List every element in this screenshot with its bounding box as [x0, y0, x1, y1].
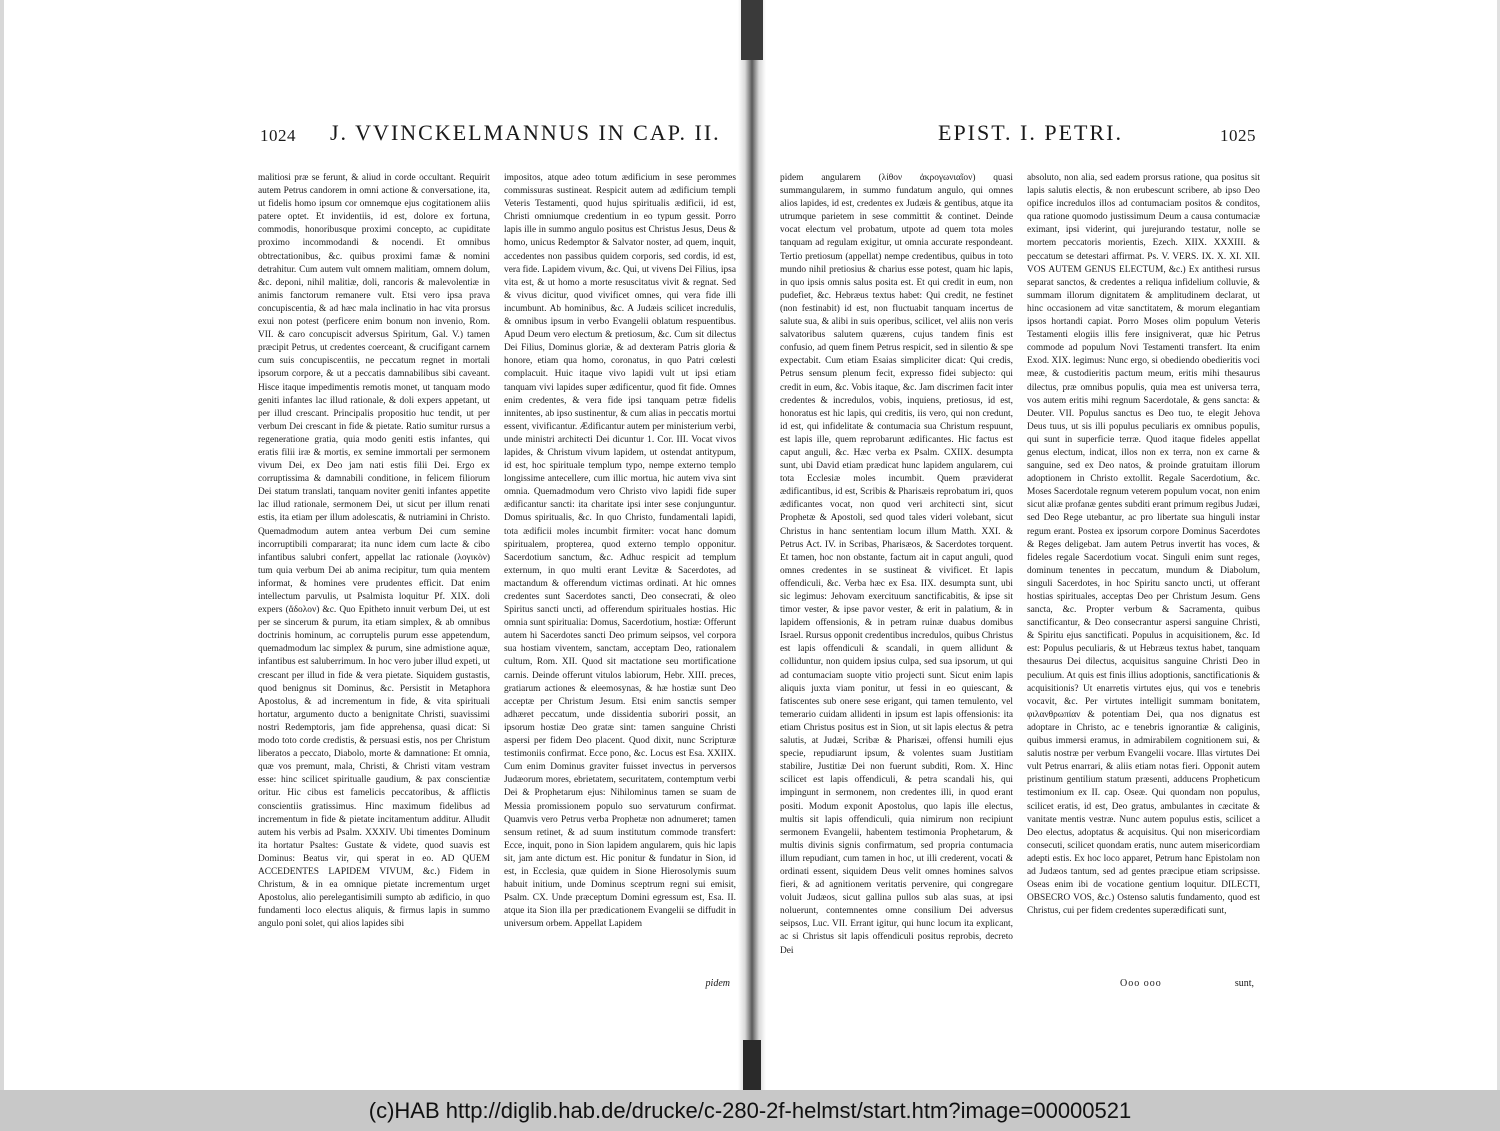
- right-column-2-text: absoluto, non alia, sed eadem prorsus ratione, qua positus sit lapis salutis electis, & non erubescunt scribere, ab ipso Deo opifice incredulos illos ad contumaciam positos & conditos, qua ratione quomodo justissimum Deum a causa contumaciæ eximant, ipsi viderint, qui jurejurando testatur, nolle se mortem peccatoris morientis, Ezech. XIIX. XXXIII. & peccatum se detestari affirmat. Ps. V. VERS. IX. X. XI. XII. VOS AUTEM GENUS ELECTUM, &c.) Ex antithesi rursus separat sanctos, & credentes a reliqua infidelium colluvie, & summam illorum dignitatem & amplitudinem declarat, ut hinc occasionem ad vitæ sanctitatem, & morum elegantiam ipsos hortandi capiat. Porro Moses olim populum Veteris Testamenti elogiis illis fere insigniverat, quæ hic Petrus commode ad populum Novi Testamenti transfert. Ita enim Exod. XIX. legimus: Nunc ergo, si obediendo obedieritis voci meæ, & custodieritis pactum meum, eritis mihi thesaurus dilectus, præ omnibus populis, quia mea est universa terra, vos autem eritis mihi regnum Sacerdotale, & gens sancta: & Deuter. VII. Populus sanctus es Deo tuo, te elegit Jehova Deus tuus, ut sis illi populus peculiaris ex omnibus populis, qui sunt in superficie terræ. Quod itaque fideles appellat genus electum, indicat, illos non ex terra, non ex carne & sanguine, sed ex Deo natos, & proinde gratuitam illorum adoptionem in Christo extollit. Regale Sacerdotium, &c. Moses Sacerdotale regnum veterem populum vocat, non enim sicut aliæ profanæ gentes subditi erant primum regibus Judæi, sed Deo Rege utebantur, ac pro libertate sua hinguli instar regum erant. Postea ex ipsorum corpore Dominus Sacerdotes & Reges deligebat. Jam autem Petrus invertit has voces, & fideles regale Sacerdotium vocat. Singuli enim sunt reges, dominum tenentes in peccatum, mundum & Diabolum, singuli Sacerdotes, in hoc Spiritu sancto uncti, ut offerant hostias spirituales, acceptas Deo per Christum Jesum. Gens sancta, &c. Propter verbum & Sacramenta, quibus sanctificantur, & Deo consecrantur aspersi sanguine Christi, & Spiritu ejus sanctificati. Populus in acquisitionem, &c. Id est: Populus peculiaris, & ut Hebræus textus habet, tanquam thesaurus Dei dilectus, acquisitus sanguine Christi Deo in peculium. At quis est finis illius adoptionis, sanctificationis & acquisitionis? Ut enarretis virtutes ejus, qui vos e tenebris vocavit, &c. Per virtutes intelligit summam bonitatem, φιλανθρωπίαν & potentiam Dei, qua nos dignatus est adoptare in Christo, ac e tenebris ignorantiæ & caliginis, quibus immersi eramus, in admirabilem cognitionem sui, & salutis nostræ per verbum Evangelii vocare. Illas virtutes Dei vult Petrus enarrari, & aliis etiam notas fieri. Opponit autem pristinum gentilium statum præsenti, adducens Propheticum testimonium ex II. cap. Oseæ. Qui quondam non populus, scilicet eratis, id est, Deo gratus, ambulantes in cæcitate & vanitate mentis vestræ. Nunc autem populus estis, scilicet a Deo electus, adoptatus & acquisitus. Qui non misericordiam consecuti, scilicet quondam eratis, nunc autem misericordiam adepti estis. Ex hoc loco apparet, Petrum hanc Epistolam non ad Judæos tantum, sed ad gentes præcipue etiam scripsisse. Oseas enim ibi de vocatione gentium loquitur. DILECTI, OBSECRO VOS, &c.) Ostenso salutis fundamento, quod est Christus, cui per fidem credentes superædificati sunt,: [1027, 173, 1260, 917]
- left-page-header: [258, 120, 736, 160]
- right-column-2: [1027, 172, 1260, 972]
- left-page-columns: [258, 172, 736, 972]
- credit-footer: [0, 1090, 1500, 1131]
- left-column-1-text: malitiosi præ se ferunt, & aliud in corde occultant. Requirit autem Petrus candorem in omni actione & conversatione, ita, ut fidelis homo ipsum cor omnemque ejus cogitationem aliis patere optet. Et invidentiis, id est, dolore ex fortuna, commodis, honoribusque proximi concepto, ac cupiditate proximo incommodandi & nocendi. Et omnibus obtrectationibus, &c. quibus proximi famæ & nomini detrahitur. Cum autem vult omnem malitiam, omnem dolum, &c. deponi, nihil malitiæ, doli, rancoris & malevolentiæ in animis fanctorum remanere vult. Etsi vero ipsa prava concupiscentia, & ad hæc mala inclinatio in hac vita prorsus exui non potest (perficere enim bonum non invenio, Rom. VII. & caro concupiscit adversus Spiritum, Gal. V.) tamen præcipit Petrus, ut credentes coerceant, & crucifigant carnem cum suis concupiscentiis, ne peccatum regnet in mortali ipsorum corpore, & ut a peccatis damnabilibus sibi caveant. Hisce itaque impedimentis remotis monet, ut tanquam modo geniti infantes lac illud rationale, & doli expers appetant, ut per illud crescant. Principalis propositio huc tendit, ut per verbum Dei crescant in fide & pietate. Ratio sumitur rursus a regeneratione gratia, quia modo geniti estis infantes, qui eratis filii iræ & mortis, ex semine immortali per sermonem vivum Dei, ex Deo jam nati estis filii Dei. Ergo ex corruptissima & damnabili conditione, in felicem filiorum Dei statum translati, tanquam noviter geniti infantes appetite lac illud rationale, sermonem Dei, ut sicut per illum renati estis, ita etiam per illum adolescatis, & nutriamini in Christo. Quemadmodum autem antea verbum Dei cum semine incorruptibili compararat; ita nunc idem cum lacte & cibo infantibus salubri confert, appellat lac rationale (λογικὸν) tum quia verbum Dei ab anima recipitur, tum quia mentem informat, & homines vere prudentes efficit. Dat enim intellectum parvulis, ut Psalmista loquitur Pf. XIX. doli expers (ἄδολον) &c. Quo Epitheto innuit verbum Dei, ut est per se sincerum & purum, ita etiam simplex, & ab omnibus doctrinis hominum, ac corruptelis purum esse appetendum, quemadmodum lac simplex & purum, sine admistione aquæ, infantibus est saluberrimum. In hoc vero juber illud expeti, ut crescant per illud in fide & vera pietate. Siquidem gustastis, quod benignus sit Dominus, &c. Persistit in Metaphora Apostolus, & ad incrementum in fide, & vita spirituali hortatur, argumento ducto a benignitate Christi, suavissimi nostri Redemptoris, jam fide apprehensa, quasi dicat: Si modo toto corde credistis, & persuasi estis, nos per Christum liberatos a peccato, Diabolo, morte & damnatione: Et omnia, quæ vos premunt, mala, Christi, & Christi vitam vestram esse: hinc scilicet spiritualle gaudium, & pax conscientiæ oritur. Hic cibus est famelicis peccatoribus, & afflictis conscientiis gratissimus. Hinc maximum fidelibus ad incrementum in fide & pietate incitamentum additur. Alludit autem his verbis ad Psalm. XXXIV. Ubi timentes Dominum ita hortatur Psaltes: Gustate & videte, quod suavis est Dominus: Beatus vir, qui sperat in eo. AD QUEM ACCEDENTES LAPIDEM VIVUM, &c.) Fidem in Christum, & in ea omnique pietate incrementum urget Apostolus, alio perelegantisimili sumpto ab ædificio, in quo fundamenti loco electus aliquis, & firmus lapis in summo angulo poni solet, qui alios lapides sibi: [258, 173, 490, 930]
- gutter-shadow-top: [741, 0, 763, 60]
- right-catchword: sunt,: [1234, 978, 1254, 989]
- right-column-1-text: pidem angularem (λίθον ἀκρογωνιαῖον) quasi summangularem, in summo fundatum angulo, qui omnes alios lapides, id est, credentes ex Judæis & gentibus, atque ita utrumque parietem in sese committit & continet. Deinde vocat electum vel probatum, utpote ad quem tota moles tanquam ad regulam exigitur, ut omnia accurate respondeant. Tertio pretiosum (appellat) nempe credentibus, quibus in toto mundo nihil pretiosius & charius esse potest, quam hic lapis, in quo ipsis omnis salus posita est. Et qui credit in eum, non pudefiet, &c. Hebræus textus habet: Qui credit, ne festinet (non festinabit) id est, non fluctuabit tanquam incertus de salute sua, & alibi in suis operibus, scilicet, vel aliis non veris salvatoribus salutem quærens, cujus tandem finis est confusio, ad quem finem Petrus respicit, sed in silentio & spe expectabit. Cum etiam Esaias simpliciter dicat: Qui credis, Petrus sensum plenum fecit, expresso fidei subjecto: qui credit in eum, &c. Vobis itaque, &c. Jam discrimen facit inter credentes & incredulos, vobis, inquiens, pretiosus, id est, honoratus est hic lapis, qui creditis, iis vero, qui non credunt, id est, qui infidelitate & contumacia sua Christum respuunt, est lapis ille, quem reprobarunt ædificantes. Hic factus est caput anguli, &c. Hæc verba ex Psalm. CXIIX. desumpta sunt, ubi David etiam prædicat hunc lapidem angularem, cui tota Ecclesiæ moles incumbit. Quem præviderat ædificantibus, id est, Scribis & Pharisæis reprobatum iri, quos ædificantes vocat, non quod veri architecti sint, sicut Prophetæ & Apostoli, sed quod tales videri volebant, sicut Christus in hanc sententiam locum illum Matth. XXI. & Petrus Act. IV. in Scribas, Pharisæos, & Sacerdotes torquent. Et tamen, hoc non obstante, factum ait in caput anguli, quod omnes credentes in se sustineat & vivificet. Et lapis offendiculi, &c. Verba hæc ex Esa. IIX. desumpta sunt, ubi sic legimus: Jehovam exercituum sanctificabitis, & ipse sit timor vester, & ipse pavor vester, & erit in palatium, & in lapidem offensionis, & in petram ruinæ duabus domibus Israel. Rursus opponit credentibus incredulos, quibus Christus est lapis offendiculi & scandali, in quem allidunt & colliduntur, non quidem ipsius culpa, sed sua ipsorum, ut qui ad contumaciam suopte vitio projecti sunt. Sicut enim lapis aliquis juxta viam ponitur, ut fessi in eo quiescant, & fatiscentes sub onere sese erigant, qui tamen temulento, vel temerario cuidam allidenti in ipsum est lapis offensionis: ita etiam Christus positus est in Sion, ut sit lapis electus & petra salutis, at Judæi, Scribæ & Pharisæi, offensi humili ejus specie, repudiarunt ipsum, & volentes suam Justitiam stabilire, Justitiæ Dei non fuerunt subditi, Rom. X. Hinc scilicet est lapis offendiculi, & petra scandali his, qui impingunt in sermonem, non credentes illi, in quod erant positi. Modum exponit Apostolus, quo lapis ille electus, multis sit lapis offendiculi, quia nimirum non recipiunt sermonem Evangelii, habentem testimonia Prophetarum, & multis divinis signis confirmatum, sed propria contumacia illum repudiant, cum tamen in hoc, ut illi crederent, vocati & ordinati essent, siquidem Deus velit omnes homines salvos fieri, & ad agnitionem veritatis pervenire, qui congregare voluit Judæos, sicut gallina pullos sub alas suas, at ipsi noluerunt, contemnentes omne consilium Dei adversus seipsos, Luc. VII. Errant igitur, qui hunc locum ita explicant, ac si Christus sit lapis offendiculi positus reprobis, decreto Dei: [780, 173, 1013, 956]
- credit-link-text[interactable]: (c)HAB http://diglib.hab.de/drucke/c-280-2f-helmst/start.htm?image=00000521: [368, 1097, 1132, 1123]
- left-column-1: [258, 172, 490, 972]
- left-page: [258, 120, 736, 1000]
- page-edge-left: [0, 0, 4, 1090]
- left-page-number: 1024: [260, 126, 296, 145]
- left-running-head: J. VVINCKELMANNUS IN CAP. II.: [330, 120, 721, 145]
- right-page-number: 1025: [1220, 126, 1256, 145]
- right-running-head: EPIST. I. PETRI.: [938, 120, 1123, 145]
- book-gutter: [738, 0, 766, 1090]
- left-column-2-text: impositos, atque adeo totum ædificium in sese perommes commissuras sustineat. Respicit autem ad ædificium templi Veteris Testamenti, quod hujus spiritualis ædificii, id est, Christi omniumque credentium in eo typum gessit. Porro lapis ille in summo angulo positus est Christus Jesus, Deus & homo, unicus Redemptor & Salvator noster, ad quem, inquit, accedentes non passibus quidem corporis, sed cordis, id est, vera fide. Lapidem vivum, &c. Qui, ut vivens Dei Filius, ipsa vita est, & ut homo a morte resuscitatus vivit & regnat. Sed & vivus dicitur, quod vivificet omnes, qui vera fide illi incumbunt. Ab hominibus, &c. A Judæis scilicet incredulis, & omnibus ipsum in verbo Evangelii oblatum respuentibus. Apud Deum vero electum & pretiosum, &c. Cum sit dilectus Dei Filius, Dominus gloriæ, & ad dexteram Patris gloria & honore, etiam qua homo, coronatus, in quo Patri cœlesti complacuit. Huic itaque vivo lapidi vult ut ipsi etiam tanquam vivi lapides super ædificentur, quod fit fide. Omnes enim credentes, & vera fide ipsi tanquam petræ fidelis innitentes, ab ipso sustinentur, & cum alias in peccatis mortui essent, vivificantur. Ædificantur autem per ministerium verbi, unde ministri architecti Dei dicuntur 1. Cor. III. Vocat vivos lapides, & Christum vivum lapidem, ut ostendat antitypum, id est, hoc spirituale templum typo, nempe externo templo longissime antecellere, cum illic mortua, hic autem viva sint omnia. Quemadmodum vero Christo vivo lapidi fide super ædificantur sancti: ita charitate ipsi inter sese conjunguntur. Domus spiritualis, &c. In quo Christo, fundamentali lapidi, tota ædificii moles incumbit firmiter: vocat hanc domum spiritualem, propterea, quod externo templo opponitur. Sacerdotium sanctum, &c. Adhuc respicit ad templum externum, in quo multi erant Levitæ & Sacerdotes, ad mactandum & offerendum victimas ordinati. At hic omnes credentes sunt Sacerdotes sancti, Deo consecrati, & oleo Spiritus sancti uncti, ad offerendum spirituales hostias. Hic omnia sunt spiritualia: Domus, Sacerdotium, hostiæ: Offerunt autem hi Sacerdotes sancti Deo primum seipsos, vel corpora sua hostiam viventem, sanctam, acceptam Deo, rationalem cultum, Rom. XII. Quod sit mactatione seu mortificatione carnis. Deinde offerunt vitulos labiorum, Hebr. XIII. preces, gratiarum actiones & eleemosynas, & hæ hostiæ sunt Deo acceptæ per Christum Jesum. Etsi enim sanctis semper adhæret peccatum, unde dissidentia suboriri possit, an ipsorum hostiæ Deo gratæ sint: tamen sanguine Christi aspersi per fidem Deo placent. Quod dixit, nunc Scripturæ testimoniis confirmat. Ecce pono, &c. Locus est Esa. XXIIX. Cum enim Dominus graviter fuisset invectus in perversos Judæorum mores, ebrietatem, securitatem, contemptum verbi Dei & Prophetarum ejus: Nihilominus tamen se suam de Messia promissionem populo suo servaturum confirmat. Quamvis vero Petrus verba Prophetæ non adnumeret; tamen sensum retinet, & ad suum institutum commode transfert: Ecce, inquit, pono in Sion lapidem angularem, quis hic lapis sit, jam ante dictum est. Hic ponitur & fundatur in Sion, id est, in Ecclesia, quæ quidem in Sione Hierosolymis suum habuit initium, unde Dominus sceptrum regni sui emisit, Psalm. CX. Unde præceptum Domini egressum est, Esa. II. atque ita Sion illa per prædicationem Evangelii se diffudit in universum orbem. Appellat Lapidem: [504, 173, 736, 930]
- right-page-header: [780, 120, 1260, 160]
- right-column-1: [780, 172, 1013, 972]
- left-catchword: pidem: [705, 978, 730, 989]
- signature-mark: Ooo ooo: [1120, 978, 1162, 989]
- gutter-shadow-bottom: [743, 1040, 761, 1090]
- left-column-2: [504, 172, 736, 972]
- right-page-columns: [780, 172, 1260, 972]
- right-page: [780, 120, 1260, 1000]
